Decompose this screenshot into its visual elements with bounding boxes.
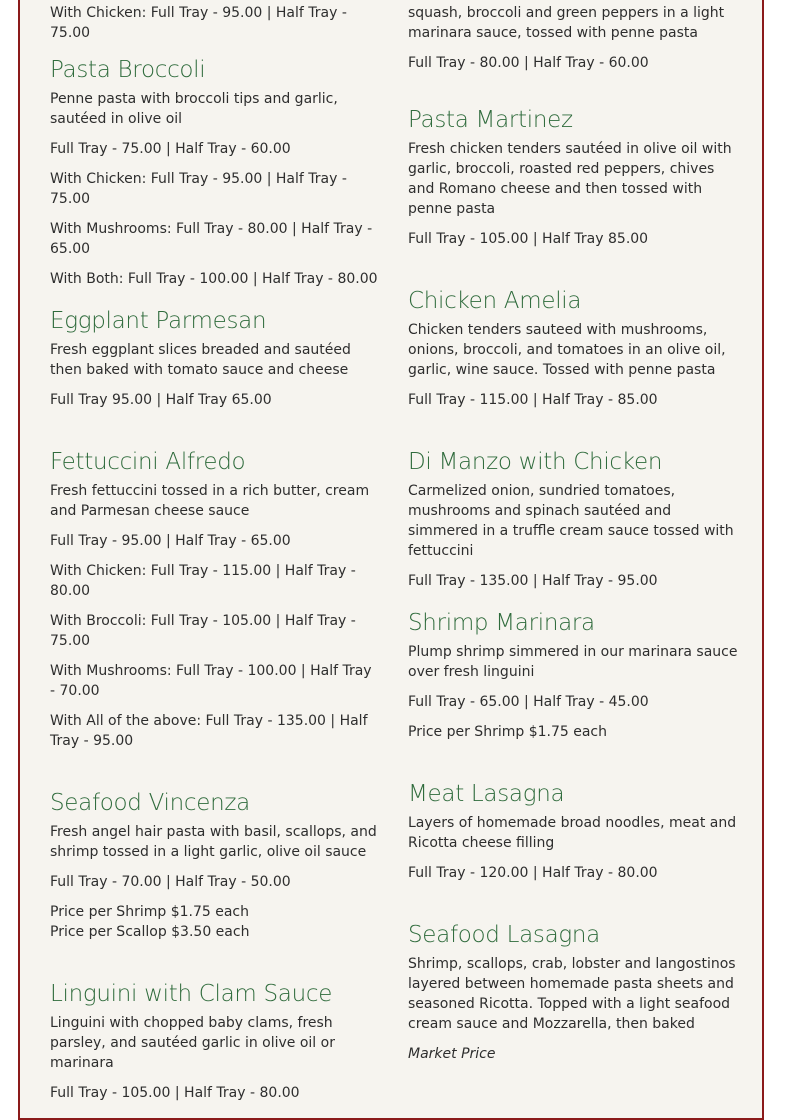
item-title: Shrimp Marinara [408,610,595,636]
menu-item-pasta-broccoli [50,56,380,289]
item-title: Pasta Broccoli [50,57,206,83]
item-description: Fresh chicken tenders sautéed in olive oil with garlic, broccoli, roasted red peppers, chives and Romano cheese and then tossed with penne pasta [408,141,732,217]
menu-item-eggplant-parmesan [50,307,380,410]
item-title: Di Manzo with Chicken [408,449,663,475]
price-line: Full Tray - 95.00 | Half Tray - 65.00 [50,533,291,549]
menu-item-chicken-amelia [408,287,740,410]
item-title: Fettuccini Alfredo [50,449,246,475]
price-line: With Both: Full Tray - 100.00 | Half Tray - 80.00 [50,271,378,287]
item-description: Fresh fettuccini tossed in a rich butter, cream and Parmesan cheese sauce [50,483,370,519]
item-description: Penne pasta with broccoli tips and garlic, sautéed in olive oil [50,91,338,127]
item-description: Shrimp, scallops, crab, lobster and langostinos layered between homemade pasta sheets and seasoned Ricotta. Topped with a light seafood cream sauce and Mozzarella, then baked [408,956,736,1032]
price-line: With Chicken: Full Tray - 95.00 | Half Tray - 75.00 [50,171,347,207]
item-title: Linguini with Clam Sauce [50,981,333,1007]
price-line: Full Tray - 105.00 | Half Tray - 80.00 [50,1085,300,1101]
item-description: Chicken tenders sauteed with mushrooms, onions, broccoli, and tomatoes in an olive oil, garlic, wine sauce. Tossed with penne pasta [408,322,726,378]
price-line: Price per Shrimp $1.75 each [408,724,607,740]
price-line: With Mushrooms: Full Tray - 80.00 | Half Tray - 65.00 [50,221,373,257]
price-line: With Chicken: Full Tray - 115.00 | Half Tray - 80.00 [50,563,356,599]
item-title: Eggplant Parmesan [50,308,267,334]
price-line: Full Tray - 70.00 | Half Tray - 50.00 [50,874,291,890]
price-line: Full Tray - 135.00 | Half Tray - 95.00 [408,573,658,589]
menu-item-shrimp-marinara [408,609,740,742]
item-title: Chicken Amelia [408,288,582,314]
item-description: Linguini with chopped baby clams, fresh parsley, and sautéed garlic in olive oil or marinara [50,1015,335,1071]
price-line: With Chicken: Full Tray - 95.00 | Half Tray - 75.00 [50,5,347,41]
item-title: Seafood Vincenza [50,790,250,816]
item-description: squash, broccoli and green peppers in a light marinara sauce, tossed with penne pasta [408,5,725,41]
item-title: Pasta Martinez [408,107,573,133]
price-line: With Mushrooms: Full Tray - 100.00 | Half Tray - 70.00 [50,663,372,699]
menu-item-meat-lasagna [408,780,740,883]
item-description: Carmelized onion, sundried tomatoes, mushrooms and spinach sautéed and simmered in a truffle cream sauce tossed with fettuccini [408,483,734,559]
market-price: Market Price [408,1046,496,1062]
price-line: Full Tray - 65.00 | Half Tray - 45.00 [408,694,649,710]
item-description: Fresh angel hair pasta with basil, scallops, and shrimp tossed in a light garlic, olive oil sauce [50,824,377,860]
price-line: Full Tray - 75.00 | Half Tray - 60.00 [50,141,291,157]
menu-item-seafood-lasagna [408,921,740,1064]
menu-item-pasta-martinez [408,106,740,249]
item-description: Fresh eggplant slices breaded and sautéed then baked with tomato sauce and cheese [50,342,351,378]
menu-item-linguini-clam-sauce [50,980,380,1103]
menu-item-seafood-vincenza [50,789,380,942]
price-line: Price per Shrimp $1.75 each [50,904,249,920]
price-line: With Broccoli: Full Tray - 105.00 | Half Tray - 75.00 [50,613,356,649]
menu-item-di-manzo-chicken [408,448,740,591]
price-line: Full Tray - 105.00 | Half Tray 85.00 [408,231,649,247]
item-title: Seafood Lasagna [408,922,600,948]
item-description: Layers of homemade broad noodles, meat and Ricotta cheese filling [408,815,737,851]
price-line: Full Tray 95.00 | Half Tray 65.00 [50,392,272,408]
menu-item-fettuccini-alfredo [50,448,380,751]
price-line: Full Tray - 80.00 | Half Tray - 60.00 [408,55,649,71]
price-line: Full Tray - 115.00 | Half Tray - 85.00 [408,392,658,408]
price-line: Full Tray - 120.00 | Half Tray - 80.00 [408,865,658,881]
item-title: Meat Lasagna [408,781,565,807]
price-line: With All of the above: Full Tray - 135.00 | Half Tray - 95.00 [50,713,368,749]
item-description: Plump shrimp simmered in our marinara sauce over fresh linguini [408,644,738,680]
price-line: Price per Scallop $3.50 each [50,924,250,940]
